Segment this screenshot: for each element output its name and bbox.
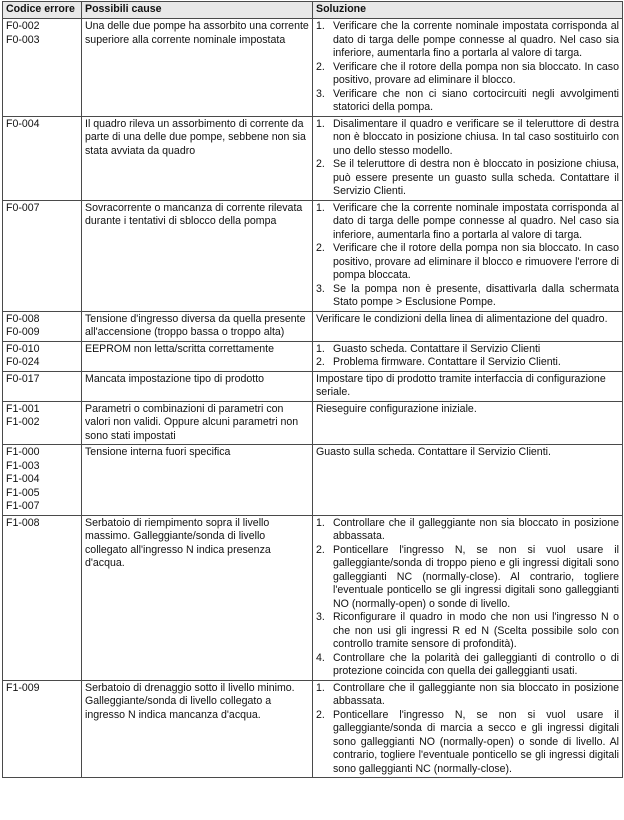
- solution-text: Guasto sulla scheda. Contattare il Servizio Clienti.: [316, 446, 551, 458]
- step-number: 2.: [316, 708, 325, 721]
- step-number: 3.: [316, 87, 325, 100]
- solution-cell: [313, 341, 623, 371]
- cause-text: Serbatoio di drenaggio sotto il livello minimo. Galleggiante/sonda di livello collegato a ingresso N indica mancanza d'acqua.: [85, 681, 295, 721]
- step-text: Disalimentare il quadro e verificare se il teleruttore di destra non è bloccato in posizione chiusa. In tal caso sostituirlo con uno dello stesso modello.: [333, 117, 619, 157]
- table-row: [3, 401, 623, 445]
- header-solution: Soluzione: [313, 2, 623, 19]
- cause-text: Il quadro rileva un assorbimento di corrente da parte di una delle due pompe, sebbene non sia stata avviata da quadro: [85, 117, 306, 157]
- error-code: F1-004: [6, 473, 40, 485]
- step-number: 1.: [316, 201, 325, 214]
- solution-cell: [313, 515, 623, 680]
- error-code: F0-010: [6, 342, 40, 355]
- cause-text: Tensione d'ingresso diversa da quella presente all'accensione (troppo bassa o troppo alta): [85, 312, 306, 338]
- error-code: F0-003: [6, 33, 40, 46]
- step-number: 2.: [316, 543, 325, 556]
- header-causes: Possibili cause: [82, 2, 313, 19]
- table-row: [3, 515, 623, 680]
- solution-text: Verificare le condizioni della linea di alimentazione del quadro.: [316, 312, 608, 325]
- step-text: Ponticellare l'ingresso N, se non si vuol usare il galleggiante/sonda di marcia a secco e gli ingressi digitali sono galleggianti NO (normally-open) o sonde di livello. Al contrario, togliere l'eventuale ponticello se gli ingressi digitali sono galleggianti NC (normally-close).: [333, 708, 619, 775]
- solution-cell: [313, 371, 623, 401]
- cause-cell: [82, 445, 313, 516]
- cause-cell: [82, 515, 313, 680]
- step-number: 3.: [316, 282, 325, 295]
- error-code-cell: [3, 311, 82, 341]
- solution-list: [316, 343, 619, 370]
- solution-step: [316, 61, 619, 88]
- error-code-cell: [3, 445, 82, 516]
- error-code-cell: [3, 371, 82, 401]
- step-number: 1.: [316, 20, 325, 32]
- step-text: Ponticellare l'ingresso N, se non si vuol usare il galleggiante/sonda di troppo pieno e gli ingressi digitali sono galleggianti NC (normally-close). Al contrario, togliere l'eventuale ponticello se gli ingressi digitali sono galleggianti NO (normally-open) o sonde di livello.: [333, 543, 619, 610]
- error-code-cell: [3, 341, 82, 371]
- error-code: F1-002: [6, 416, 40, 428]
- cause-text: Serbatoio di riempimento sopra il livello massimo. Galleggiante/sonda di livello collegato all'ingresso N indica presenza d'acqua.: [85, 516, 271, 569]
- solution-step: [316, 88, 619, 115]
- step-number: 1.: [316, 681, 325, 694]
- table-row: [3, 341, 623, 371]
- solution-step: [316, 158, 619, 199]
- cause-text: Parametri o combinazioni di parametri con valori non validi. Oppure alcuni parametri non sono stati impostati: [85, 402, 299, 442]
- solution-cell: [313, 445, 623, 516]
- solution-list: [316, 118, 619, 199]
- cause-cell: [82, 371, 313, 401]
- cause-cell: [82, 200, 313, 311]
- table-row: [3, 680, 623, 778]
- step-text: Riconfigurare il quadro in modo che non usi l'ingresso N o che non usi gli ingressi R ed N (Scelta possibile solo con controllo tramite sensore di profondità).: [333, 611, 619, 650]
- cause-cell: [82, 311, 313, 341]
- error-code: F1-009: [6, 681, 40, 694]
- solution-text: Rieseguire configurazione iniziale.: [316, 402, 477, 415]
- error-code-cell: [3, 200, 82, 311]
- table-row: [3, 116, 623, 200]
- solution-list: [316, 517, 619, 679]
- error-code: F0-024: [6, 356, 40, 368]
- table-row: [3, 311, 623, 341]
- step-text: Guasto scheda. Contattare il Servizio Clienti: [333, 342, 541, 355]
- solution-list: [316, 202, 619, 310]
- error-code: F1-003: [6, 459, 40, 472]
- step-text: Problema firmware. Contattare il Servizio Clienti.: [333, 356, 561, 368]
- solution-step: [316, 343, 619, 357]
- cause-text: Sovracorrente o mancanza di corrente rilevata durante i tentativi di sblocco della pompa: [85, 201, 303, 227]
- step-number: 4.: [316, 651, 325, 664]
- step-text: Controllare che il galleggiante non sia bloccato in posizione abbassata.: [333, 681, 619, 707]
- step-text: Verificare che il rotore della pompa non sia bloccato. In caso positivo, provare ad eliminare il blocco e rimuovere l'errore di pompa bloccata.: [333, 242, 619, 281]
- step-text: Se la pompa non è presente, disattivarla dalla schermata Stato pompe > Esclusione Pompe.: [333, 282, 619, 308]
- solution-step: [316, 283, 619, 310]
- error-code-cell: [3, 680, 82, 778]
- cause-text: Mancata impostazione tipo di prodotto: [85, 372, 265, 385]
- solution-cell: [313, 401, 623, 445]
- error-code-cell: [3, 401, 82, 445]
- solution-step: [316, 709, 619, 777]
- step-number: 1.: [316, 516, 325, 529]
- step-text: Controllare che la polarità dei galleggianti di controllo o di protezione coincida con quella dei galleggianti usati.: [333, 651, 619, 677]
- solution-cell: [313, 680, 623, 778]
- error-code: F1-005: [6, 486, 40, 499]
- solution-step: [316, 611, 619, 652]
- solution-step: [316, 118, 619, 159]
- solution-text: Impostare tipo di prodotto tramite interfaccia di configurazione seriale.: [316, 372, 606, 398]
- error-code-table: [2, 1, 623, 778]
- error-code: F1-001: [6, 402, 40, 415]
- solution-step: [316, 517, 619, 544]
- solution-step: [316, 356, 619, 370]
- cause-text: Una delle due pompe ha assorbito una corrente superiore alla corrente nominale impostata: [85, 20, 309, 46]
- solution-list: [316, 20, 619, 115]
- table-body: [3, 19, 623, 778]
- cause-cell: [82, 341, 313, 371]
- step-number: 2.: [316, 60, 325, 73]
- solution-step: [316, 544, 619, 612]
- table-row: [3, 445, 623, 516]
- step-text: Verificare che la corrente nominale impostata corrisponda al dato di targa delle pompe connesse al quadro. Nel caso sia inferiore, aumentarla fino a portarla al valore di targa.: [333, 201, 619, 241]
- solution-step: [316, 682, 619, 709]
- table-row: [3, 19, 623, 117]
- step-text: Verificare che la corrente nominale impostata corrisponda al dato di targa delle pompe connesse al quadro. Nel caso sia inferiore, aumentarla fino a portarla al valore di targa.: [333, 20, 619, 59]
- solution-cell: [313, 311, 623, 341]
- error-code: F0-007: [6, 201, 40, 214]
- step-text: Se il teleruttore di destra non è bloccato in posizione chiusa, può essere presente un guasto sulla scheda. Contattare il Servizio Clienti.: [333, 158, 619, 197]
- table-row: [3, 200, 623, 311]
- error-code: F1-008: [6, 516, 40, 529]
- error-code: F1-007: [6, 500, 40, 512]
- solution-cell: [313, 19, 623, 117]
- error-code: F0-009: [6, 326, 40, 338]
- error-code-cell: [3, 116, 82, 200]
- solution-cell: [313, 200, 623, 311]
- error-code: F0-008: [6, 312, 40, 325]
- step-number: 2.: [316, 356, 325, 368]
- error-code: F0-004: [6, 117, 40, 130]
- step-number: 1.: [316, 342, 325, 355]
- solution-list: [316, 682, 619, 777]
- error-code: F0-002: [6, 20, 40, 32]
- step-number: 1.: [316, 117, 325, 130]
- table-row: [3, 371, 623, 401]
- step-number: 3.: [316, 611, 325, 623]
- cause-cell: [82, 116, 313, 200]
- cause-text: Tensione interna fuori specifica: [85, 446, 231, 458]
- step-text: Verificare che non ci siano cortocircuiti negli avvolgimenti statorici della pompa.: [333, 87, 619, 113]
- solution-step: [316, 202, 619, 243]
- solution-cell: [313, 116, 623, 200]
- step-number: 2.: [316, 158, 325, 170]
- cause-cell: [82, 19, 313, 117]
- cause-text: EEPROM non letta/scritta correttamente: [85, 342, 274, 355]
- solution-step: [316, 242, 619, 283]
- solution-step: [316, 20, 619, 61]
- step-text: Verificare che il rotore della pompa non sia bloccato. In caso positivo, provare ad eliminare il blocco.: [333, 60, 619, 86]
- header-code: Codice errore: [3, 2, 82, 19]
- solution-step: [316, 652, 619, 679]
- error-code-cell: [3, 515, 82, 680]
- table-header-row: [3, 2, 623, 19]
- error-code: F0-017: [6, 372, 40, 385]
- error-code: F1-000: [6, 446, 40, 458]
- cause-cell: [82, 680, 313, 778]
- cause-cell: [82, 401, 313, 445]
- step-number: 2.: [316, 242, 325, 254]
- step-text: Controllare che il galleggiante non sia bloccato in posizione abbassata.: [333, 516, 619, 542]
- error-code-cell: [3, 19, 82, 117]
